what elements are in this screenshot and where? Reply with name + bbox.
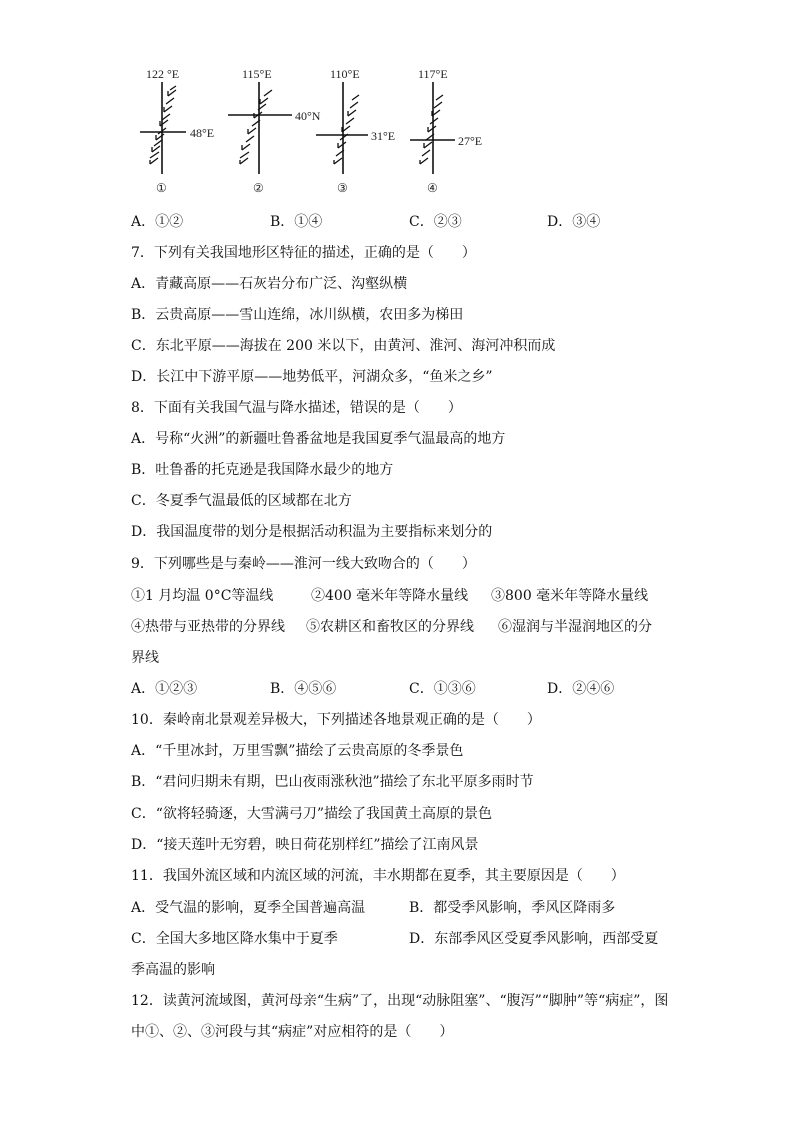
q9-item-3: ③800 毫米年等降水量线	[491, 588, 649, 604]
q9-item-6: ⑥湿润与半湿润地区的分	[498, 619, 652, 635]
q10-option-d[interactable]: D．“接天莲叶无穷碧，映日荷花别样红”描绘了江南风景	[131, 837, 479, 853]
q11-option-c[interactable]: C．全国大多地区降水集中于夏季	[131, 931, 338, 947]
q12-stem-line-2: 中①、②、③河段与其“病症”对应相符的是（ ）	[131, 1024, 454, 1040]
q8-option-b[interactable]: B．吐鲁番的托克逊是我国降水最少的地方	[131, 462, 394, 478]
mountain-range-symbols	[150, 86, 443, 164]
lat-label-2: 40°N	[295, 109, 321, 123]
q12-stem-line-1: 12．读黄河流域图，黄河母亲“生病”了，出现“动脉阻塞”、“腹泻”“脚肿”等“病症”，图	[131, 993, 669, 1009]
q9-stem: 9．下列哪些是与秦岭——淮河一线大致吻合的（ ）	[131, 556, 476, 572]
grid-sketch-figure	[128, 66, 508, 198]
q9-item-5: ⑤农耕区和畜牧区的分界线	[306, 619, 474, 635]
q8-option-c[interactable]: C．冬夏季气温最低的区域都在北方	[131, 493, 352, 509]
panel-number-3: ③	[337, 181, 348, 195]
panel-number-4: ④	[427, 181, 438, 195]
q10-option-b[interactable]: B．“君问归期未有期，巴山夜雨涨秋池”描绘了东北平原多雨时节	[131, 774, 534, 790]
lon-label-4: 117°E	[418, 67, 448, 81]
q7-option-d[interactable]: D．长江中下游平原——地势低平，河湖众多，“鱼米之乡”	[131, 369, 493, 385]
q7-stem: 7．下列有关我国地形区特征的描述，正确的是（ ）	[131, 245, 476, 261]
q11-option-d[interactable]: D．东部季风区受夏季风影响，西部受夏	[409, 931, 659, 947]
q11-option-b[interactable]: B．都受季风影响，季风区降雨多	[409, 900, 616, 916]
q9-item-6-cont: 界线	[131, 650, 159, 666]
q7-option-b[interactable]: B．云贵高原——雪山连绵，冰川纵横，农田多为梯田	[131, 307, 464, 323]
q11-option-a[interactable]: A．受气温的影响，夏季全国普遍高温	[131, 900, 366, 916]
lat-label-1: 48°E	[190, 126, 215, 140]
q9-option-b[interactable]: B．④⑤⑥	[270, 681, 337, 697]
grid-sketch-svg	[128, 66, 508, 198]
q9-item-2: ②400 毫米年等降水量线	[311, 588, 469, 604]
q10-option-c[interactable]: C．“欲将轻骑逐，大雪满弓刀”描绘了我国黄土高原的景色	[131, 806, 493, 822]
lon-label-1: 122 °E	[146, 67, 180, 81]
q9-item-4: ④热带与亚热带的分界线	[131, 619, 285, 635]
q8-option-d[interactable]: D．我国温度带的划分是根据活动积温为主要指标来划分的	[131, 524, 493, 540]
lon-label-2: 115°E	[242, 67, 272, 81]
q11-option-d-cont: 季高温的影响	[131, 962, 215, 978]
q6-option-d[interactable]: D．③④	[547, 214, 601, 230]
q9-option-a[interactable]: A．①②③	[131, 681, 198, 697]
q6-option-a[interactable]: A．①②	[131, 214, 184, 230]
q11-stem: 11．我国外流区域和内流区域的河流，丰水期都在夏季，其主要原因是（ ）	[131, 868, 625, 884]
q6-option-c[interactable]: C．②③	[409, 214, 462, 230]
lat-label-3: 31°E	[371, 129, 396, 143]
q10-stem: 10．秦岭南北景观差异极大，下列描述各地景观正确的是（ ）	[131, 712, 541, 728]
lon-label-3: 110°E	[330, 67, 360, 81]
q8-option-a[interactable]: A．号称“火洲”的新疆吐鲁番盆地是我国夏季气温最高的地方	[131, 431, 506, 447]
q7-option-c[interactable]: C．东北平原——海拔在 200 米以下，由黄河、淮河、海河冲积而成	[131, 338, 556, 354]
q9-item-1: ①1 月均温 0°C等温线	[131, 588, 274, 604]
q7-option-a[interactable]: A．青藏高原——石灰岩分布广泛、沟壑纵横	[131, 276, 408, 292]
q9-option-d[interactable]: D．②④⑥	[547, 681, 615, 697]
q8-stem: 8．下面有关我国气温与降水描述，错误的是（ ）	[131, 400, 462, 416]
panel-number-2: ②	[253, 181, 264, 195]
q9-option-c[interactable]: C．①③⑥	[409, 681, 476, 697]
q6-option-b[interactable]: B．①④	[270, 214, 323, 230]
panel-number-1: ①	[156, 181, 167, 195]
q10-option-a[interactable]: A．“千里冰封，万里雪飘”描绘了云贵高原的冬季景色	[131, 743, 464, 759]
lat-label-4: 27°E	[458, 134, 483, 148]
